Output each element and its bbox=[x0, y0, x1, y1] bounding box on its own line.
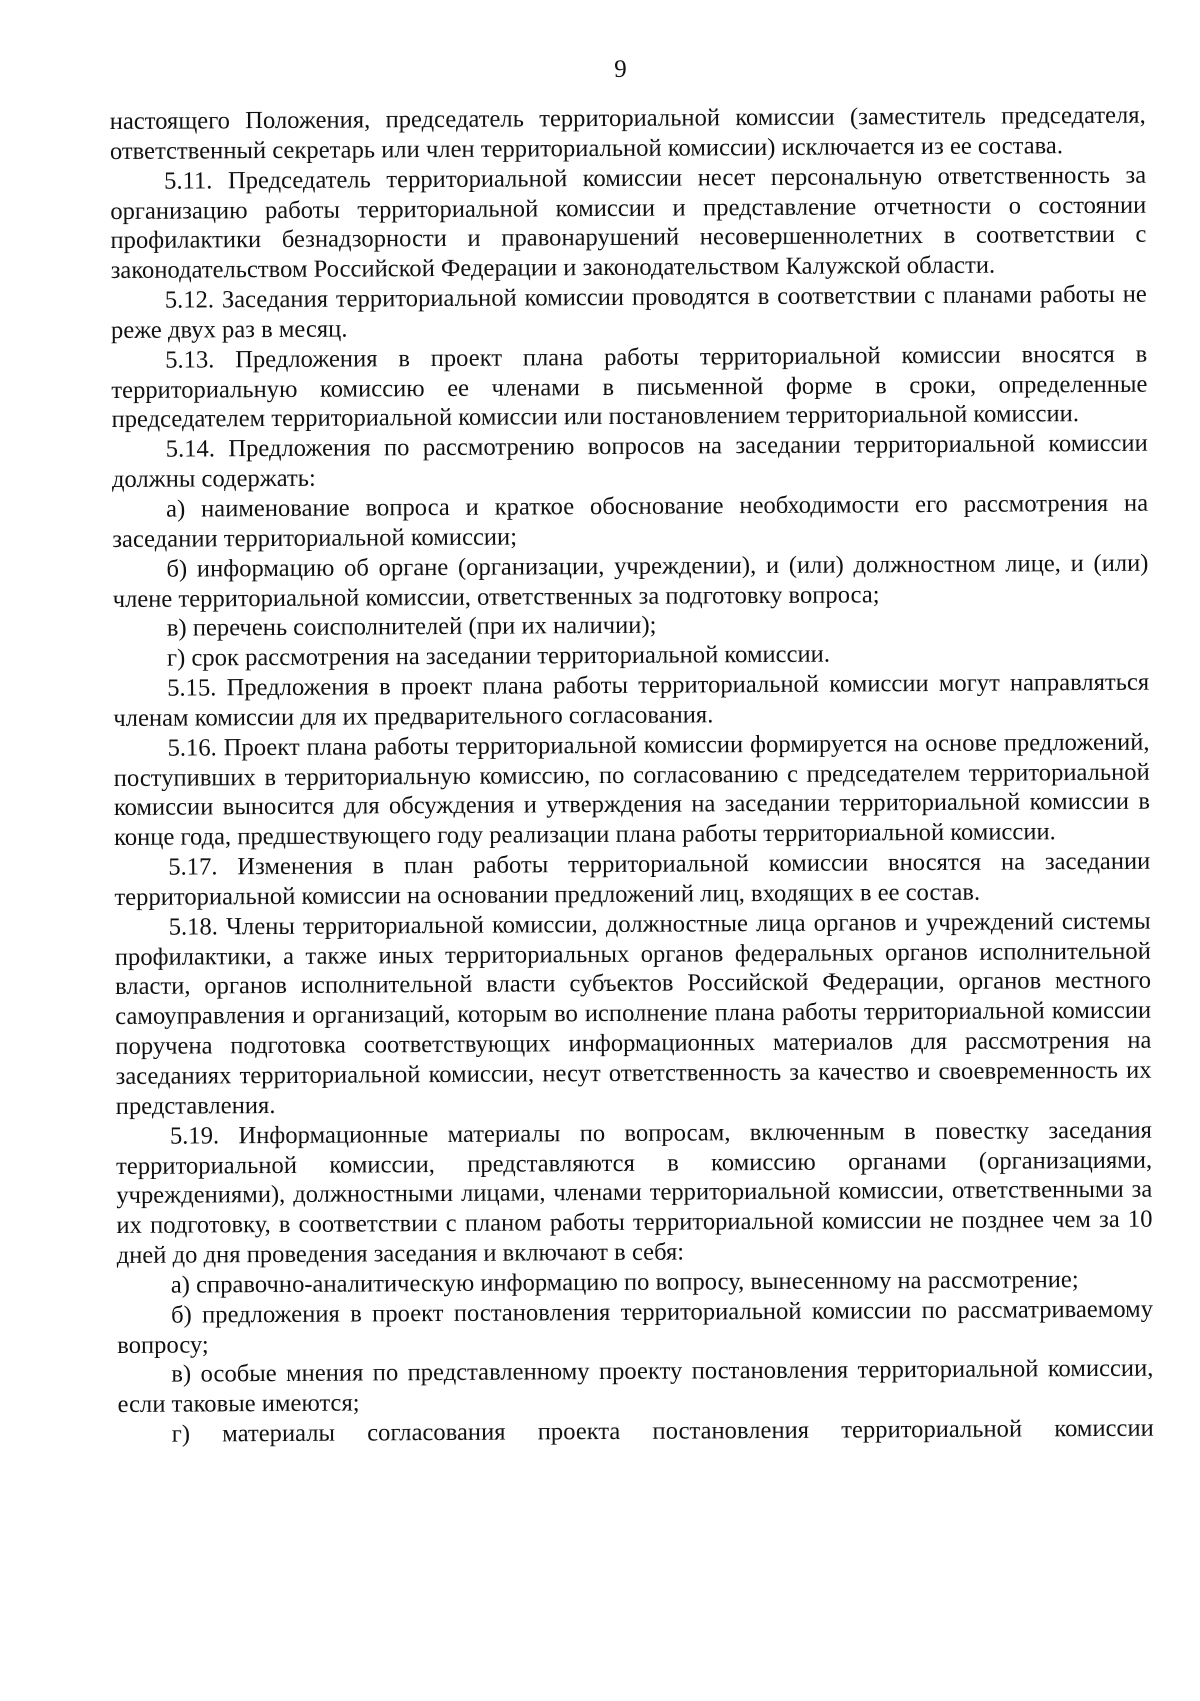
document-body bbox=[110, 101, 1154, 1450]
list-item-5-14-v: в) перечень соисполнителей (при их наличии); bbox=[166, 612, 657, 643]
paragraph-5-13: 5.13. Предложения в проект плана работы территориальной комиссии вносятся в территориальную комиссию ее членами в письменной форме в сроки, определенные председателем территориальной комиссии или постановлением территориальной комиссии. bbox=[111, 340, 1148, 434]
list-item-5-19-g: г) материалы согласования проекта постановления территориальной комиссии bbox=[171, 1414, 1154, 1448]
list-item-5-14-b: б) информацию об органе (организации, учреждении), и (или) должностном лице, и (или) члене территориальной комиссии, ответственных за подготовку вопроса; bbox=[112, 549, 1149, 613]
list-item-5-14-a: а) наименование вопроса и краткое обоснование необходимости его рассмотрения на заседании территориальной комиссии; bbox=[112, 489, 1149, 553]
paragraph-continuation: настоящего Положения, председатель территориальной комиссии (заместитель председателя, ответственный секретарь или член территориальной комиссии) исключается из ее состава. bbox=[109, 101, 1146, 165]
list-item-5-14-g: г) срок рассмотрения на заседании территориальной комиссии. bbox=[166, 640, 831, 672]
list-item-5-19-v: в) особые мнения по представленному проекту постановления территориальной комиссии, если таковые имеются; bbox=[117, 1355, 1154, 1419]
paragraph-5-16: 5.16. Проект плана работы территориальной комиссии формируется на основе предложений, поступивших в территориальную комиссию, по согласованию с председателем территориальной комиссии выносится для обсуждения и утверждения на заседании территориальной комиссии в конце года, предшествующего году реализации плана работы территориальной комиссии. bbox=[113, 728, 1150, 852]
paragraph-5-12: 5.12. Заседания территориальной комиссии проводятся в соответствии с планами работы не реже двух раз в месяц. bbox=[110, 280, 1147, 344]
paragraph-5-17: 5.17. Изменения в план работы территориальной комиссии вносятся на заседании территориальной комиссии на основании предложений лиц, входящих в ее состав. bbox=[114, 847, 1151, 911]
paragraph-5-15: 5.15. Предложения в проект плана работы территориальной комиссии могут направляться членам комиссии для их предварительного согласования. bbox=[113, 668, 1150, 732]
page-number: 9 bbox=[614, 55, 627, 83]
paragraph-5-19: 5.19. Информационные материалы по вопросам, включенным в повестку заседания территориальной комиссии, представляются в комиссию органами (организациями, учреждениями), должностными лицами, членами территориальной комиссии, ответственными за их подготовку, в соответствии с планом работы территориальной комиссии не позднее чем за 10 дней до дня проведения заседания и включают в себя: bbox=[116, 1116, 1153, 1270]
list-item-5-19-a: а) справочно-аналитическую информацию по вопросу, вынесенному на рассмотрение; bbox=[170, 1266, 1079, 1299]
paragraph-5-18: 5.18. Члены территориальной комиссии, должностные лица органов и учреждений системы профилактики, а также иных территориальных органов федеральных органов исполнительной власти, органов исполнительной власти субъектов Российской Федерации, органов местного самоуправления и организаций, которым во исполнение плана работы территориальной комиссии поручена подготовка соответствующих информационных материалов для рассмотрения на заседаниях территориальной комиссии, несут ответственность за качество и своевременность их представления. bbox=[114, 907, 1152, 1120]
paragraph-5-14: 5.14. Предложения по рассмотрению вопросов на заседании территориальной комиссии должны содержать: bbox=[111, 429, 1148, 494]
paragraph-5-11: 5.11. Председатель территориальной комиссии несет персональную ответственность за организацию работы территориальной комиссии и представление отчетности о состоянии профилактики безнадзорности и правонарушений несовершеннолетних в соответствии с законодательством Российской Федерации и законодательством Калужской области. bbox=[110, 161, 1147, 285]
list-item-5-19-b: б) предложения в проект постановления территориальной комиссии по рассматриваемому вопросу; bbox=[117, 1295, 1154, 1359]
